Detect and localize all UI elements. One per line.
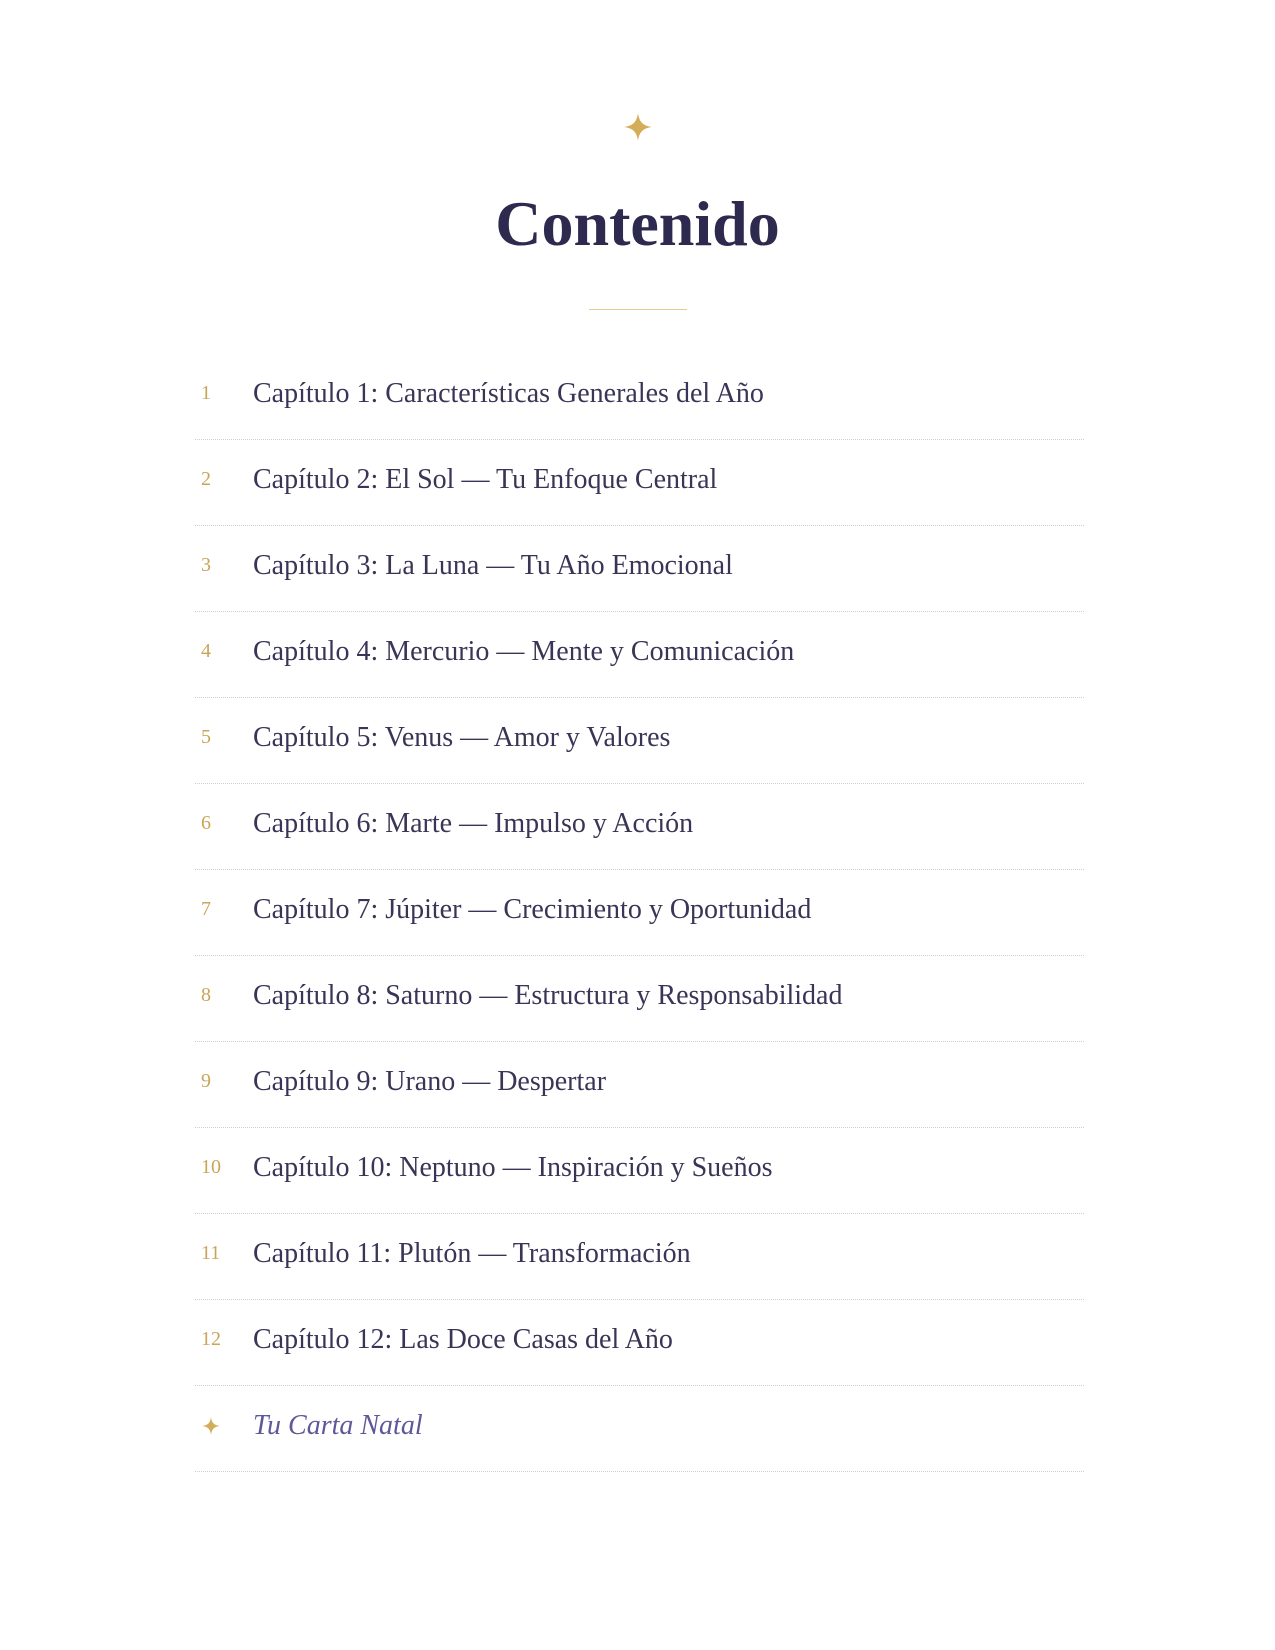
toc-label: Capítulo 9: Urano — Despertar bbox=[253, 1065, 607, 1097]
toc-label: Capítulo 6: Marte — Impulso y Acción bbox=[253, 807, 694, 839]
page-title: Contenido bbox=[495, 188, 780, 259]
toc-label: Capítulo 5: Venus — Amor y Valores bbox=[253, 721, 671, 753]
toc-item-natal-chart[interactable] bbox=[195, 1386, 1084, 1472]
toc-item-12[interactable] bbox=[195, 1300, 1084, 1386]
toc-label: Capítulo 12: Las Doce Casas del Año bbox=[253, 1323, 673, 1355]
toc-star-marker bbox=[195, 1416, 253, 1436]
toc-item-5[interactable] bbox=[195, 698, 1084, 784]
toc-item-1[interactable] bbox=[195, 354, 1084, 440]
toc-number: 6 bbox=[201, 812, 211, 834]
toc-number: 8 bbox=[201, 984, 211, 1006]
toc-number: 11 bbox=[201, 1242, 221, 1264]
toc-item-9[interactable] bbox=[195, 1042, 1084, 1128]
toc-item-8[interactable] bbox=[195, 956, 1084, 1042]
toc-number: 1 bbox=[201, 382, 211, 404]
toc-label: Tu Carta Natal bbox=[253, 1409, 423, 1441]
toc-item-4[interactable] bbox=[195, 612, 1084, 698]
toc-item-7[interactable] bbox=[195, 870, 1084, 956]
toc-number: 9 bbox=[201, 1070, 211, 1092]
four-point-star-icon bbox=[201, 1416, 221, 1436]
toc-number: 2 bbox=[201, 468, 211, 490]
four-point-star-icon bbox=[623, 112, 653, 142]
toc-item-11[interactable] bbox=[195, 1214, 1084, 1300]
toc-item-6[interactable] bbox=[195, 784, 1084, 870]
toc-number: 10 bbox=[201, 1156, 221, 1178]
header-star bbox=[0, 112, 1275, 146]
toc-label: Capítulo 7: Júpiter — Crecimiento y Oportunidad bbox=[253, 893, 812, 925]
toc-number: 3 bbox=[201, 554, 211, 576]
toc-number: 12 bbox=[201, 1328, 221, 1350]
toc-label: Capítulo 8: Saturno — Estructura y Responsabilidad bbox=[253, 979, 843, 1011]
toc-label: Capítulo 10: Neptuno — Inspiración y Sueños bbox=[253, 1151, 773, 1183]
toc-item-2[interactable] bbox=[195, 440, 1084, 526]
toc-label: Capítulo 4: Mercurio — Mente y Comunicación bbox=[253, 635, 795, 667]
toc-label: Capítulo 11: Plutón — Transformación bbox=[253, 1237, 691, 1269]
toc-label: Capítulo 2: El Sol — Tu Enfoque Central bbox=[253, 463, 718, 495]
toc-number: 4 bbox=[201, 640, 211, 662]
toc-label: Capítulo 1: Características Generales del Año bbox=[253, 377, 764, 409]
table-of-contents bbox=[195, 354, 1084, 1472]
toc-label: Capítulo 3: La Luna — Tu Año Emocional bbox=[253, 549, 733, 581]
title-divider bbox=[589, 309, 687, 310]
toc-item-3[interactable] bbox=[195, 526, 1084, 612]
toc-number: 5 bbox=[201, 726, 211, 748]
toc-item-10[interactable] bbox=[195, 1128, 1084, 1214]
toc-number: 7 bbox=[201, 898, 211, 920]
